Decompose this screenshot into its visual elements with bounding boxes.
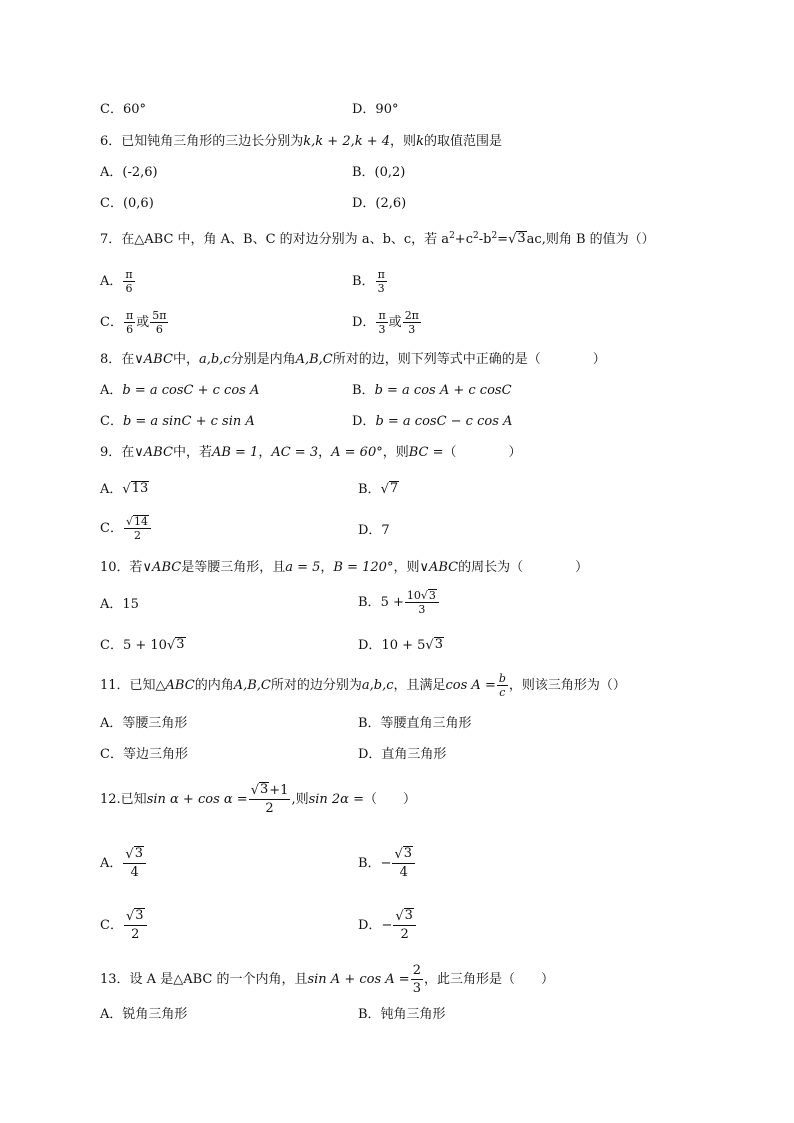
q12-stem: 12.已知 sin α + cos α = √ 3 +1 2 ,则 sin 2α = （ ） [100,782,417,816]
q11-option-b: B．等腰直角三角形 [358,716,472,731]
q12-option-c-frac: √ 3 2 [124,908,147,943]
q5-option-d: D．90° [352,102,399,117]
q7-option-a: A． $\frac{\pi}{6}$ [100,268,133,295]
q11-stem: 11．已知 △ABC 的内角 A,B,C 所对的边分别为 a,b,c ，且满足 cos A = $\frac{b}{c}$ ，则该三角形为（） [100,672,626,699]
q6-stem-k: k [416,134,424,149]
q9-option-b: B． √ 7 [358,481,399,497]
q12-option-b-frac: √ 3 4 [392,846,415,881]
q12-stem-frac: √ 3 +1 2 [250,782,289,816]
q9-stem: 9．在∨ABC中，若AB = 1，AC = 3，A = 60°，则BC =（ ） [100,445,522,460]
q10-option-b: B． 5 + 10 √ 3 3 [358,589,440,616]
q6-stem-text-2: ，则 [390,134,417,149]
q7-option-d-frac: $\frac{\pi}{3}$ [378,309,386,336]
q7-option-d: D． $\frac{\pi}{3}$ 或 $\frac{2\pi}{3}$ [352,309,419,336]
q12-option-b: B． − √ 3 4 [358,846,416,881]
q6-stem-text-3: 的取值范围是 [423,134,502,149]
q7-stem-text-3: -b [478,232,492,247]
q12-option-d: D． − √ 3 2 [358,908,417,943]
q11-stem-frac: $\frac{b}{c}$ [498,672,506,699]
q10-stem: 10．若∨ABC是等腰三角形，且a = 5，B = 120°，则∨ABC的周长为（ ） [100,560,589,575]
q6-stem-text: 6．已知钝角三角形的三边长分别为 [100,134,304,149]
q7-sup-3: 2 [491,231,498,241]
q7-option-c-frac: $\frac{\pi}{6}$ [125,309,134,336]
q7-sup-2: 2 [472,231,479,241]
q8-option-d: D． b = a cosC − c cos A [352,414,513,429]
q7-option-c-frac-2: $\frac{5\pi}{6}$ [152,309,167,336]
q11-option-a: A．等腰三角形 [100,716,188,731]
q6-option-b: B．(0,2) [352,165,406,180]
q7-stem-eq: = [497,232,509,247]
q6-option-a: A．(-2,6) [100,165,158,180]
q8-option-c: C． b = a sinC + c sin A [100,414,255,429]
q6-option-c: C．(0,6) [100,196,154,211]
q10-option-d-sqrt: √ 3 [425,637,443,653]
q6-stem [100,133,502,151]
q8-stem: 8．在∨ABC中，a,b,c分别是内角A,B,C所对的边，则下列等式中正确的是（ ） [100,352,606,367]
q13-stem-frac: $\frac{2}{3}$ [412,963,421,996]
q13-stem: 13．设 A 是△ABC 的一个内角，且 sin A + cos A = $\frac{2}{3}$ ，此三角形是（ ） [100,963,554,996]
q10-option-b-frac: 10 √ 3 3 [405,589,439,616]
q7-sqrt: √ 3 [508,231,526,247]
q10-option-c: C． 5 + 10 √ 3 [100,637,185,653]
q7-option-b-frac: $\frac{\pi}{3}$ [377,268,385,295]
q12-option-c: C． √ 3 2 [100,908,148,943]
q11-option-d: D．直角三角形 [358,747,447,762]
q10-option-a: A．15 [100,597,139,612]
q7-stem-text: 7．在△ABC 中，角 A、B、C 的对边分别为 a、b、c，若 a [100,232,450,247]
q8-option-a: A． b = a cosC + c cos A [100,383,260,398]
q13-option-a: A．锐角三角形 [100,1007,188,1022]
q11-option-c: C．等边三角形 [100,747,188,762]
q7-stem [100,231,655,249]
q7-option-b: B． $\frac{\pi}{3}$ [352,268,385,295]
q9-option-a: A． √ 13 [100,481,149,497]
q7-option-a-frac: $\frac{\pi}{6}$ [125,268,133,295]
q7-stem-text-4: ac,则角 B 的值为（） [526,232,655,247]
q9-option-a-sqrt: √ 13 [122,481,149,497]
q9-option-b-sqrt: √ 7 [380,481,399,497]
q9-option-d: D．7 [358,523,390,538]
q8-option-b: B． b = a cos A + c cosC [352,383,512,398]
q6-option-d: D．(2,6) [352,196,407,211]
q7-sup: 2 [449,231,455,241]
q9-option-c: C． √ 14 2 [100,515,152,542]
q10-option-d: D． 10 + 5 √ 3 [358,637,443,653]
q5-option-c: C．60° [100,102,146,117]
q12-option-a-frac: √ 3 4 [123,846,146,881]
q7-option-d-frac-2: $\frac{2\pi}{3}$ [404,309,419,336]
q13-option-b: B．钝角三角形 [358,1007,446,1022]
q7-option-c: C． $\frac{\pi}{6}$ 或 $\frac{5\pi}{6}$ [100,309,167,336]
q6-stem-math: k,k + 2,k + 4 [303,134,391,149]
q12-option-a: A． √ 3 4 [100,846,147,881]
q10-option-c-sqrt: √ 3 [166,637,185,653]
q12-option-d-frac: √ 3 2 [393,908,416,943]
q7-stem-text-2: +c [454,232,473,247]
q9-option-c-frac: √ 14 2 [124,515,151,542]
